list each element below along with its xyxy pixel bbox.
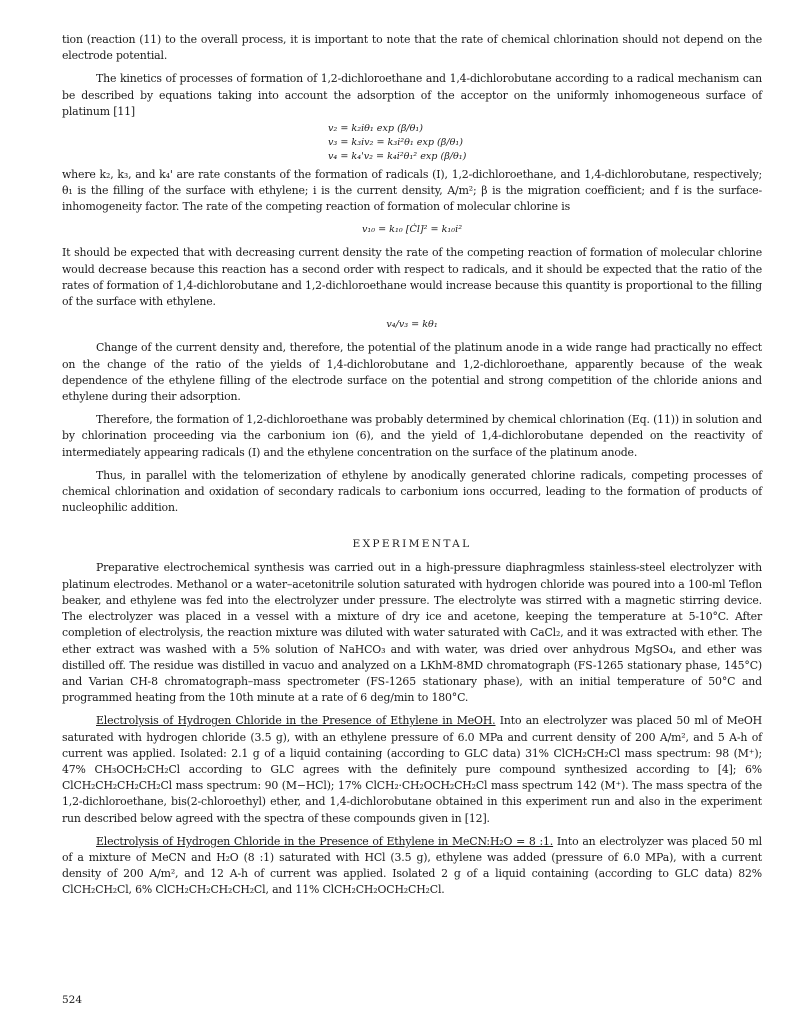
equation-block-rates (328, 122, 762, 165)
experiment-body-mecn: Into an electrolyzer was placed 50 ml of a mixture of MeCN and H₂O (8 :1) saturated with HCl (3.5 g), ethylene was added (pressure of 6.0 MPa), with a current density of 200 A/m², and 12 A-h of current was applied. Isolated 2 g of a liquid containing (according to GLC data) 82% ClCH₂CH₂Cl, 6% ClCH₂CH₂CH₂CH₂Cl, and 11% ClCH₂CH₂OCH₂CH₂Cl. (62, 834, 762, 897)
experiment-body-meoh: Into an electrolyzer was placed 50 ml of MeOH saturated with hydrogen chloride (3.5 g), with an ethylene pressure of 6.0 MPa and current density of 200 A/m², and 5 A-h of current was applied. Isolated: 2.1 g of a liquid containing (according to GLC data) 31% ClCH₂CH₂Cl mass spectrum: 98 (M⁺); 47% CH₃OCH₂CH₂Cl according to GLC agrees with the definitely pure compound synthesized according to [4]; 6% ClCH₂CH₂CH₂CH₂Cl mass spectrum: 90 (M−HCl); 17% ClCH₂·CH₂OCH₂CH₂Cl mass spectrum 142 (M⁺). The mass spectra of the 1,2-dichloroethane, bis(2-chloroethyl) ether, and 1,4-dichlorobutane obtained in this experiment run and also in the experiment run described below agreed with the spectra of these compounds given in [12]. (62, 714, 763, 825)
experiment-title-mecn: Electrolysis of Hydrogen Chloride in the Presence of Ethylene in MeCN:H₂O = 8 :1. (96, 834, 554, 848)
experiment-title-meoh: Electrolysis of Hydrogen Chloride in the Presence of Ethylene in MeOH. (96, 714, 496, 728)
paragraph-therefore: Therefore, the formation of 1,2-dichloroethane was probably determined by chemical chlorination (Eq. (11)) in solution and by chlorination proceeding via the carbonium ion (6), and the yield of 1,4-dichlorobutane depended on the reactivity of intermediately appearing radicals (I) and the ethylene concentration on the surface of the platinum anode. (62, 413, 762, 459)
paragraph-kinetics: The kinetics of processes of formation of 1,2-dichloroethane and 1,4-dichlorobutane according to a radical mechanism can be described by equations taking into account the adsorption of the acceptor on the uniformly inhomogeneous surface of platinum [11] (62, 72, 762, 118)
equation-ratio: v₄/v₃ = kθ₁ (386, 319, 438, 331)
section-heading-experimental: EXPERIMENTAL (352, 538, 472, 551)
paragraph-expected: It should be expected that with decreasing current density the rate of the competing reaction of formation of molecular chlorine would decrease because this reaction has a second order with respect to radicals, and it should be expected that the ratio of the rates of formation of 1,4-dichlorobutane and 1,2-dichloroethane would increase because this quantity is proportional to the filling of the surface with ethylene. (62, 246, 762, 309)
paragraph-where: where k₂, k₃, and k₄' are rate constants of the formation of radicals (I), 1,2-dichloroethane, and 1,4-dichlorobutane, respectively; θ₁ is the filling of the surface with ethylene; i is the current density, A/m²; β is the migration coefficient; and f is the surface-inhomogeneity factor. The rate of the competing reaction of formation of molecular chlorine is (62, 167, 762, 214)
paragraph-thus: Thus, in parallel with the telomerization of ethylene by anodically generated chlorine radicals, competing processes of chemical chlorination and oxidation of secondary radicals to carbonium ions occurred, leading to the formation of products of nucleophilic addition. (62, 468, 762, 515)
paragraph-experiment-meoh (62, 713, 762, 826)
equation-v3: v₃ = k₃iv₂ = k₃i²θ₁ exp (β/θ₁) (328, 137, 463, 149)
paragraph-intro-continued: tion (reaction (11) to the overall process, it is important to note that the rate of chemical chlorination should not depend on the electrode potential. (62, 33, 762, 63)
equation-v4: v₄ = k₄'v₂ = k₄i²θ₁² exp (β/θ₁) (328, 151, 467, 163)
page-number: 524 (62, 994, 83, 1006)
paragraph-experiment-mecn (62, 834, 762, 899)
page-content (62, 32, 762, 899)
paragraph-preparative: Preparative electrochemical synthesis was carried out in a high-pressure diaphragmless stainless-steel electrolyzer with platinum electrodes. Methanol or a water–acetonitrile solution saturated with hydrogen chloride was poured into a 100-ml Teflon beaker, and ethylene was fed into the electrolyzer under pressure. The electrolyte was stirred with a magnetic stirring device. The electrolyzer was placed in a vessel with a mixture of dry ice and acetone, keeping the temperature at 5-10°C. After completion of electrolysis, the reaction mixture was diluted with water saturated with CaCl₂, and it was extracted with ether. The ether extract was washed with a 5% solution of NaHCO₃ and with water, was dried over anhydrous MgSO₄, and ether was distilled off. The residue was distilled in vacuo and analyzed on a LKhM-8MD chromatograph (FS-1265 stationary phase, 145°C) and Varian CH-8 chromatograph–mass spectrometer (FS-1265 stationary phase), with an initial temperature of 50°C and programmed heating from the 10th minute at a rate of 6 deg/min to 180°C. (62, 561, 762, 705)
equation-v10: v₁₀ = k₁₀ [Ċl]² = k₁₀i² (361, 224, 463, 236)
paragraph-change: Change of the current density and, therefore, the potential of the platinum anode in a wide range had practically no effect on the change of the ratio of the yields of 1,4-dichlorobutane and 1,2-dichloroethane, apparently because of the weak dependence of the ethylene filling of the electrode surface on the potential and strong competition of the chloride anions and ethylene during their adsorption. (62, 341, 762, 404)
equation-v2: v₂ = k₂iθ₁ exp (β/θ₁) (328, 123, 423, 135)
